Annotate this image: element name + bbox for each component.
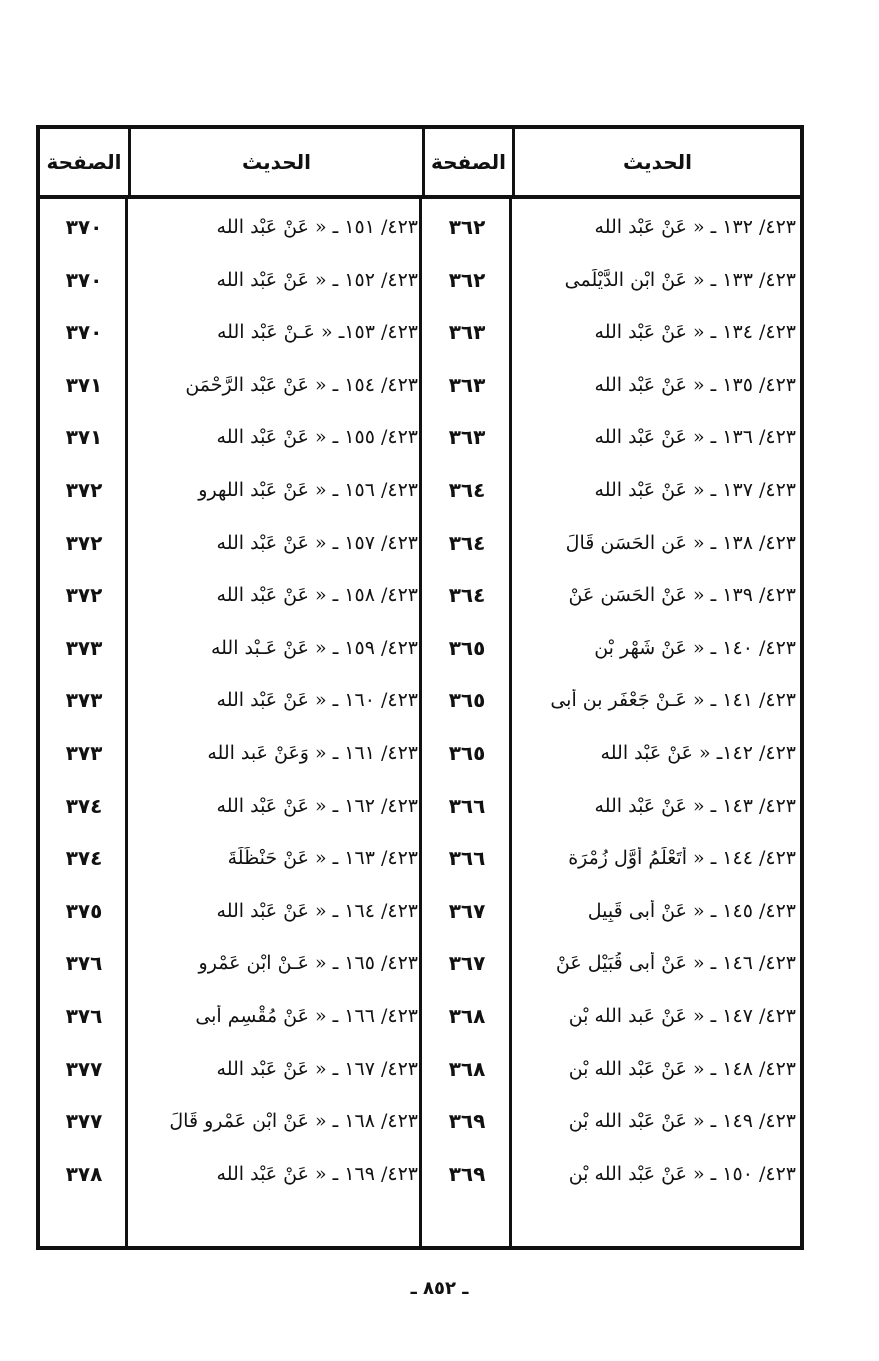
table-row (40, 464, 800, 516)
hadith-entry-left: ٤٢٣/ ١٦٠ ـ « عَنْ عَبْد الله (216, 689, 418, 712)
hadith-entry-right: ٤٢٣/ ١٤٨ ـ « عَنْ عَبْد الله بْن (568, 1057, 796, 1080)
table-row (40, 411, 800, 463)
page-ref-right: ٣٦٦ (448, 846, 486, 871)
hadith-entry-left: ٤٢٣/ ١٦١ ـ « وَعَنْ عَبد الله (207, 742, 418, 764)
table-header (40, 129, 800, 199)
table-row (40, 622, 800, 674)
page-ref-left: ٣٧٠ (65, 320, 103, 345)
index-table (36, 125, 804, 1250)
hadith-entry-left: ٤٢٣/ ١٥٥ ـ « عَنْ عَبْد الله (216, 426, 418, 449)
table-row (40, 885, 800, 937)
page-ref-right: ٣٦٤ (448, 530, 486, 555)
page-ref-left: ٣٧٣ (65, 741, 103, 765)
hadith-entry-right: ٤٢٣/ ١٤٧ ـ « عَنْ عَبد الله بْن (568, 1005, 796, 1027)
table-row (40, 1148, 800, 1200)
page-ref-right: ٣٦٣ (448, 372, 486, 397)
page-ref-right: ٣٦٨ (448, 1056, 486, 1081)
hadith-entry-left: ٤٢٣/ ١٦٥ ـ « عَـنْ ابْن عَمْرو (198, 952, 418, 975)
page-number: ـ ٨٥٢ ـ (410, 1278, 469, 1299)
hadith-entry-right: ٤٢٣/ ١٤١ ـ « عَـنْ جَعْفَر بن أَبى (550, 689, 796, 712)
table-row (40, 780, 800, 832)
page-ref-right: ٣٦٤ (448, 478, 486, 502)
page-ref-left: ٣٧٦ (65, 1004, 103, 1028)
page-ref-left: ٣٧٢ (65, 530, 103, 555)
header-page-left: الصفحة (46, 150, 122, 174)
hadith-entry-right: ٤٢٣/ ١٣٤ ـ « عَنْ عَبْد الله (594, 321, 796, 344)
hadith-entry-right: ٤٢٣/ ١٤٤ ـ « أَتَعْلَمُ أَوَّل زُمْرَة (568, 847, 796, 870)
hadith-entry-right: ٤٢٣/ ١٤٠ ـ « عَنْ شَهْر بْن (594, 636, 796, 659)
page-ref-left: ٣٧٦ (65, 951, 103, 976)
hadith-entry-left: ٤٢٣/ ١٦٦ ـ « عَنْ مُقْسِم أَبى (195, 1005, 418, 1027)
hadith-entry-right: ٤٢٣/ ١٤٣ ـ « عَنْ عَبْد الله (594, 794, 796, 817)
table-row (40, 937, 800, 989)
table-row (40, 990, 800, 1042)
page-ref-left: ٣٧٢ (65, 478, 103, 502)
page-ref-left: ٣٧٨ (65, 1161, 103, 1186)
page-ref-right: ٣٦٣ (448, 425, 486, 450)
page-ref-right: ٣٦٩ (448, 1161, 486, 1186)
hadith-entry-left: ٤٢٣/ ١٦٣ ـ « عَنْ حَنْظَلَةَ (227, 847, 418, 870)
hadith-entry-left: ٤٢٣/ ١٥١ ـ « عَنْ عَبْد الله (216, 216, 418, 238)
hadith-entry-right: ٤٢٣/ ١٣٦ ـ « عَنْ عَبْد الله (594, 426, 796, 449)
page-ref-right: ٣٦٥ (448, 741, 486, 765)
hadith-entry-left: ٤٢٣/ ١٥٦ ـ « عَنْ عَبْد اللهرو (198, 479, 418, 501)
page-ref-left: ٣٧٠ (65, 215, 103, 239)
hadith-entry-right: ٤٢٣/ ١٣٨ ـ « عَنِ الحَسَنِ قَالَ (565, 531, 796, 554)
hadith-entry-left: ٤٢٣/ ١٥٣ـ « عَـنْ عَبْد الله (216, 321, 418, 344)
hadith-entry-left: ٤٢٣/ ١٦٨ ـ « عَنْ ابْن عَمْرو قَالَ (169, 1110, 418, 1133)
table-row (40, 832, 800, 884)
hadith-entry-left: ٤٢٣/ ١٥٢ ـ « عَنْ عَبْد الله (216, 268, 418, 291)
hadith-entry-right: ٤٢٣/ ١٥٠ ـ « عَنْ عَبْد الله بْن (568, 1162, 796, 1185)
page-ref-left: ٣٧٣ (65, 688, 103, 713)
table-row (40, 674, 800, 726)
page-ref-left: ٣٧٤ (65, 846, 103, 871)
hadith-entry-left: ٤٢٣/ ١٦٤ ـ « عَنْ عَبْد الله (216, 899, 418, 922)
table-row (40, 1043, 800, 1095)
page-ref-left: ٣٧٣ (65, 635, 103, 660)
hadith-entry-right: ٤٢٣/ ١٣٣ ـ « عَنْ ابْن الدَّيْلَمى (564, 268, 796, 291)
page-ref-right: ٣٦٦ (448, 793, 486, 818)
page-ref-left: ٣٧٤ (65, 793, 103, 818)
header-hadith-left: الحديث (128, 129, 422, 195)
hadith-entry-right: ٤٢٣/ ١٤٦ ـ « عَنْ أَبى قُبَيْل عَنْ (555, 952, 796, 975)
page-ref-right: ٣٦٧ (448, 898, 486, 923)
page-ref-left: ٣٧٠ (65, 267, 103, 292)
page-ref-right: ٣٦٧ (448, 951, 486, 976)
hadith-entry-left: ٤٢٣/ ١٦٢ ـ « عَنْ عَبْد الله (216, 794, 418, 817)
page-ref-left: ٣٧٢ (65, 583, 103, 608)
page-ref-left: ٣٧١ (65, 372, 103, 397)
hadith-entry-left: ٤٢٣/ ١٥٩ ـ « عَنْ عَـبْد الله (210, 636, 418, 659)
hadith-entry-right: ٤٢٣/ ١٤٩ ـ « عَنْ عَبْد الله بْن (568, 1110, 796, 1133)
header-hadith-right: الحديث (512, 129, 800, 195)
header-page-right: الصفحة (422, 129, 512, 195)
hadith-entry-right: ٤٢٣/ ١٣٥ ـ « عَنْ عَبْد الله (594, 373, 796, 396)
hadith-entry-left: ٤٢٣/ ١٥٧ ـ « عَنْ عَبْد الله (216, 531, 418, 554)
table-row (40, 306, 800, 358)
hadith-entry-left: ٤٢٣/ ١٥٨ ـ « عَنْ عَبْد الله (216, 584, 418, 607)
table-row (40, 727, 800, 779)
table-row (40, 517, 800, 569)
hadith-entry-right: ٤٢٣/ ١٣٢ ـ « عَنْ عَبْد الله (594, 216, 796, 238)
page-ref-right: ٣٦٥ (448, 635, 486, 660)
hadith-entry-left: ٤٢٣/ ١٦٩ ـ « عَنْ عَبْد الله (216, 1162, 418, 1185)
table-row (40, 359, 800, 411)
page-ref-right: ٣٦٢ (448, 267, 486, 292)
page-ref-right: ٣٦٥ (448, 688, 486, 713)
page-ref-right: ٣٦٨ (448, 1004, 486, 1028)
hadith-entry-right: ٤٢٣/ ١٤٥ ـ « عَنْ أَبى قَبِيل (587, 899, 796, 922)
page-ref-right: ٣٦٢ (448, 215, 486, 239)
table-row (40, 254, 800, 306)
page-ref-right: ٣٦٤ (448, 583, 486, 608)
hadith-entry-left: ٤٢٣/ ١٥٤ ـ « عَنْ عَبْد الرَّحْمَن (185, 373, 418, 396)
page-ref-left: ٣٧١ (65, 425, 103, 450)
table-row (40, 569, 800, 621)
page-ref-left: ٣٧٥ (65, 898, 103, 923)
page-ref-right: ٣٦٩ (448, 1109, 486, 1134)
table-row (40, 1095, 800, 1147)
table-row (40, 201, 800, 253)
hadith-entry-left: ٤٢٣/ ١٦٧ ـ « عَنْ عَبْد الله (216, 1057, 418, 1080)
hadith-entry-right: ٤٢٣/ ١٣٧ ـ « عَنْ عَبْد الله (594, 479, 796, 501)
page-ref-right: ٣٦٣ (448, 320, 486, 345)
page-ref-left: ٣٧٧ (65, 1109, 103, 1134)
hadith-entry-right: ٤٢٣/ ١٤٢ـ « عَنْ عَبْد الله (600, 742, 796, 764)
hadith-entry-right: ٤٢٣/ ١٣٩ ـ « عَنْ الحَسَن عَنْ (568, 584, 796, 607)
page-ref-left: ٣٧٧ (65, 1056, 103, 1081)
